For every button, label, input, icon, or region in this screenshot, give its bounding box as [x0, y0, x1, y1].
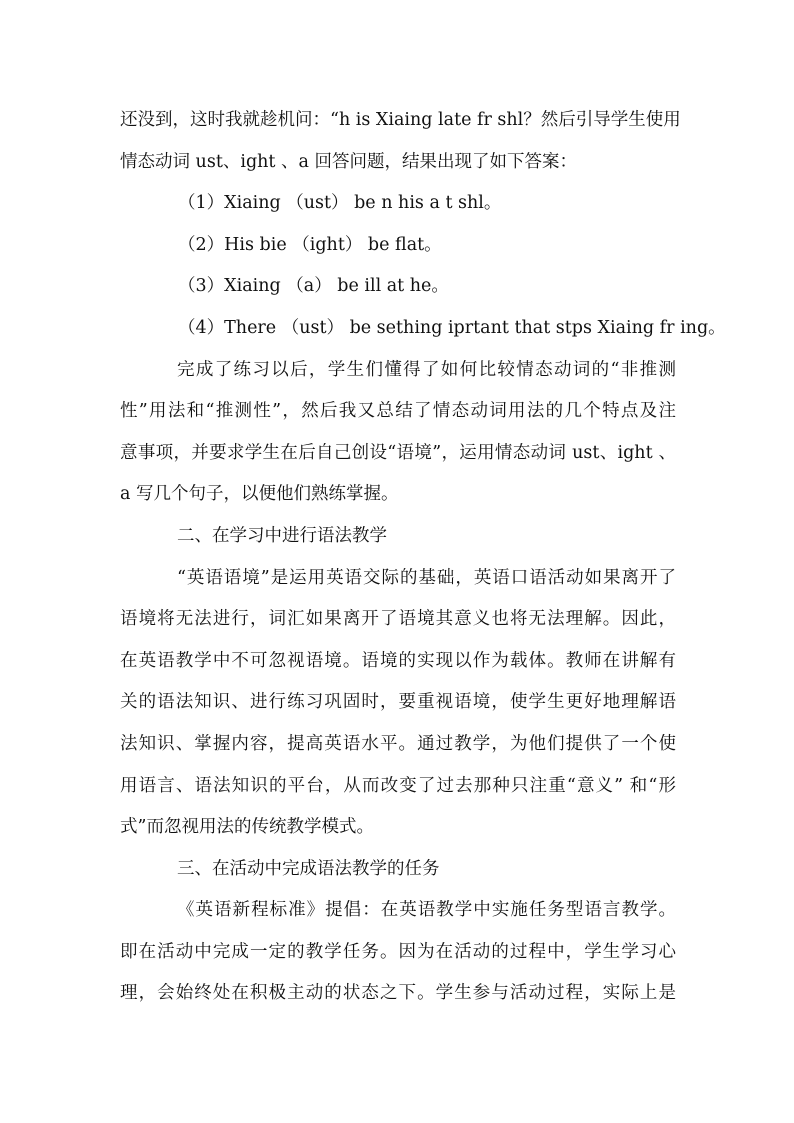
section-heading-3: 三、在活动中完成语法教学的任务 [177, 858, 440, 879]
intro-line-2: 情态动词 ust、ight 、a 回答问题，结果出现了如下答案： [120, 151, 578, 172]
section2-line-4: 关的语法知识、进行练习巩固时，要重视语境，使学生更好地理解语 [120, 692, 676, 713]
section-heading-2: 二、在学习中进行语法教学 [177, 525, 387, 546]
summary-line-1: 完成了练习以后，学生们懂得了如何比较情态动词的“非推测 [177, 359, 676, 380]
answer-1: （1）Xiaing （ust） be n his a t shl。 [178, 193, 502, 214]
section2-line-5: 法知识、掌握内容，提高英语水平。通过教学，为他们提供了一个使 [120, 733, 676, 754]
section2-line-1: “英语语境”是运用英语交际的基础，英语口语活动如果离开了 [177, 567, 676, 588]
answer-2: （2）His bie （ight） be flat。 [178, 234, 442, 255]
summary-line-4: a 写几个句子，以便他们熟练掌握。 [120, 484, 399, 505]
section2-line-3: 在英语教学中不可忽视语境。语境的实现以作为载体。教师在讲解有 [120, 650, 676, 671]
section3-line-2: 即在活动中完成一定的教学任务。因为在活动的过程中，学生学习心 [120, 941, 676, 962]
answer-3: （3）Xiaing （a） be ill at he。 [178, 276, 449, 297]
section2-line-7: 式”而忽视用法的传统教学模式。 [120, 817, 374, 838]
summary-line-3: 意事项，并要求学生在后自己创设“语境”，运用情态动词 ust、ight 、 [120, 442, 676, 463]
section2-line-2: 语境将无法进行，词汇如果离开了语境其意义也将无法理解。因此， [120, 609, 676, 630]
intro-line-1: 还没到，这时我就趁机问：“h is Xiaing late fr shl？然后引导学生使用 [120, 110, 681, 130]
answer-4: （4）There （ust） be sething iprtant that stps Xiaing fr ing。 [178, 317, 726, 338]
document-page [120, 100, 726, 1015]
section3-line-3: 理，会始终处在积极主动的状态之下。学生参与活动过程，实际上是 [120, 983, 676, 1004]
section2-line-6: 用语言、语法知识的平台，从而改变了过去那种只注重“意义” 和“形 [120, 775, 676, 796]
section3-line-1: 《英语新程标准》提倡：在英语教学中实施任务型语言教学。 [177, 900, 676, 921]
summary-line-2: 性”用法和“推测性”，然后我又总结了情态动词用法的几个特点及注 [120, 401, 676, 422]
